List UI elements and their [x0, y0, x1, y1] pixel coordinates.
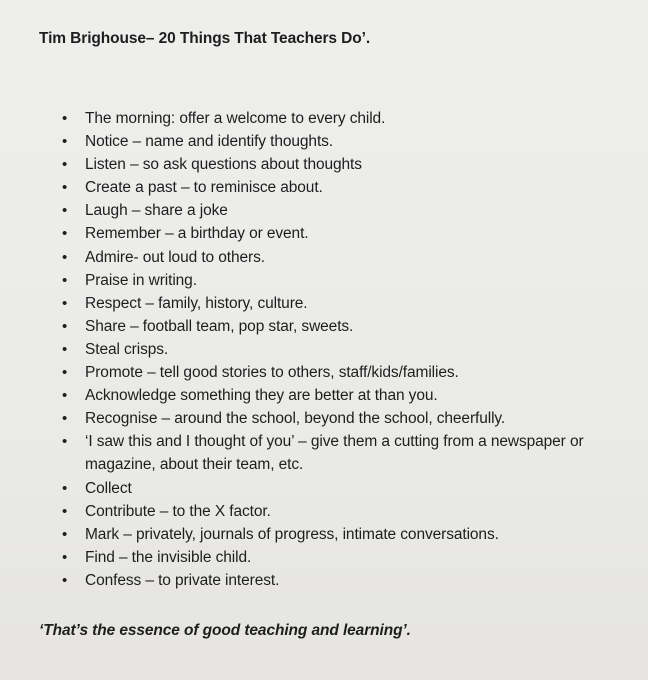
closing-quote: ‘That’s the essence of good teaching and learning’. [39, 622, 411, 639]
bullet-icon: • [62, 364, 68, 382]
list-item-text: Laugh – share a joke [85, 202, 228, 220]
list-item [62, 407, 637, 430]
list-item-text: Recognise – around the school, beyond the school, cheerfully. [85, 410, 506, 428]
bullet-list [62, 107, 637, 592]
list-item [62, 130, 637, 153]
list-item-text: Remember – a birthday or event. [85, 225, 309, 243]
list-item [62, 222, 637, 245]
list-item [62, 546, 637, 569]
list-item-text: Create a past – to reminisce about. [85, 179, 323, 197]
list-item-text: Find – the invisible child. [85, 548, 252, 566]
bullet-icon: • [62, 110, 68, 127]
list-item [62, 384, 637, 407]
bullet-icon: • [62, 525, 68, 543]
list-item [62, 176, 637, 199]
list-item-text: ‘I saw this and I thought of you’ – give them a cutting from a newspaper or magazine, about their team, etc. [85, 433, 584, 474]
list-item [62, 500, 637, 523]
list-item-text: Praise in writing. [85, 271, 197, 289]
bullet-icon: • [62, 133, 68, 151]
list-item [62, 246, 637, 269]
list-item [62, 523, 637, 546]
bullet-icon: • [62, 479, 68, 497]
bullet-icon: • [62, 571, 68, 589]
list-item [62, 361, 637, 384]
list-item [62, 292, 637, 315]
list-item [62, 269, 637, 292]
list-item [62, 338, 637, 361]
list-item-text: Promote – tell good stories to others, staff/kids/families. [85, 364, 459, 382]
list-item [62, 107, 637, 130]
list-item [62, 569, 637, 592]
list-item-text: The morning: offer a welcome to every child. [85, 110, 386, 127]
list-item-text: Confess – to private interest. [85, 571, 280, 589]
bullet-icon: • [62, 156, 68, 174]
list-item [62, 315, 637, 338]
bullet-icon: • [62, 248, 68, 266]
list-item [62, 477, 637, 500]
list-item-text: Acknowledge something they are better at than you. [85, 387, 438, 405]
list-item-text: Steal crisps. [85, 340, 169, 358]
list-item-text: Listen – so ask questions about thoughts [85, 156, 362, 174]
list-item-text: Collect [85, 479, 132, 497]
list-item [62, 199, 637, 222]
list-item-text: Notice – name and identify thoughts. [85, 133, 334, 151]
list-item-text: Contribute – to the X factor. [85, 502, 271, 520]
bullet-icon: • [62, 294, 68, 312]
list-item-text: Share – football team, pop star, sweets. [85, 317, 354, 335]
list-item-text: Mark – privately, journals of progress, intimate conversations. [85, 525, 499, 543]
bullet-icon: • [62, 548, 68, 566]
bullet-icon: • [62, 340, 68, 358]
bullet-icon: • [62, 317, 68, 335]
bullet-icon: • [62, 225, 68, 243]
bullet-icon: • [62, 179, 68, 197]
list-item-text: Respect – family, history, culture. [85, 294, 308, 312]
bullet-icon: • [62, 202, 68, 220]
list-item [62, 430, 637, 476]
bullet-icon: • [62, 271, 68, 289]
bullet-icon: • [62, 433, 68, 451]
list-item-text: Admire- out loud to others. [85, 248, 265, 266]
bullet-icon: • [62, 502, 68, 520]
list-item [62, 153, 637, 176]
bullet-icon: • [62, 410, 68, 428]
bullet-icon: • [62, 387, 68, 405]
document-title: Tim Brighouse– 20 Things That Teachers Do’. [39, 30, 371, 47]
